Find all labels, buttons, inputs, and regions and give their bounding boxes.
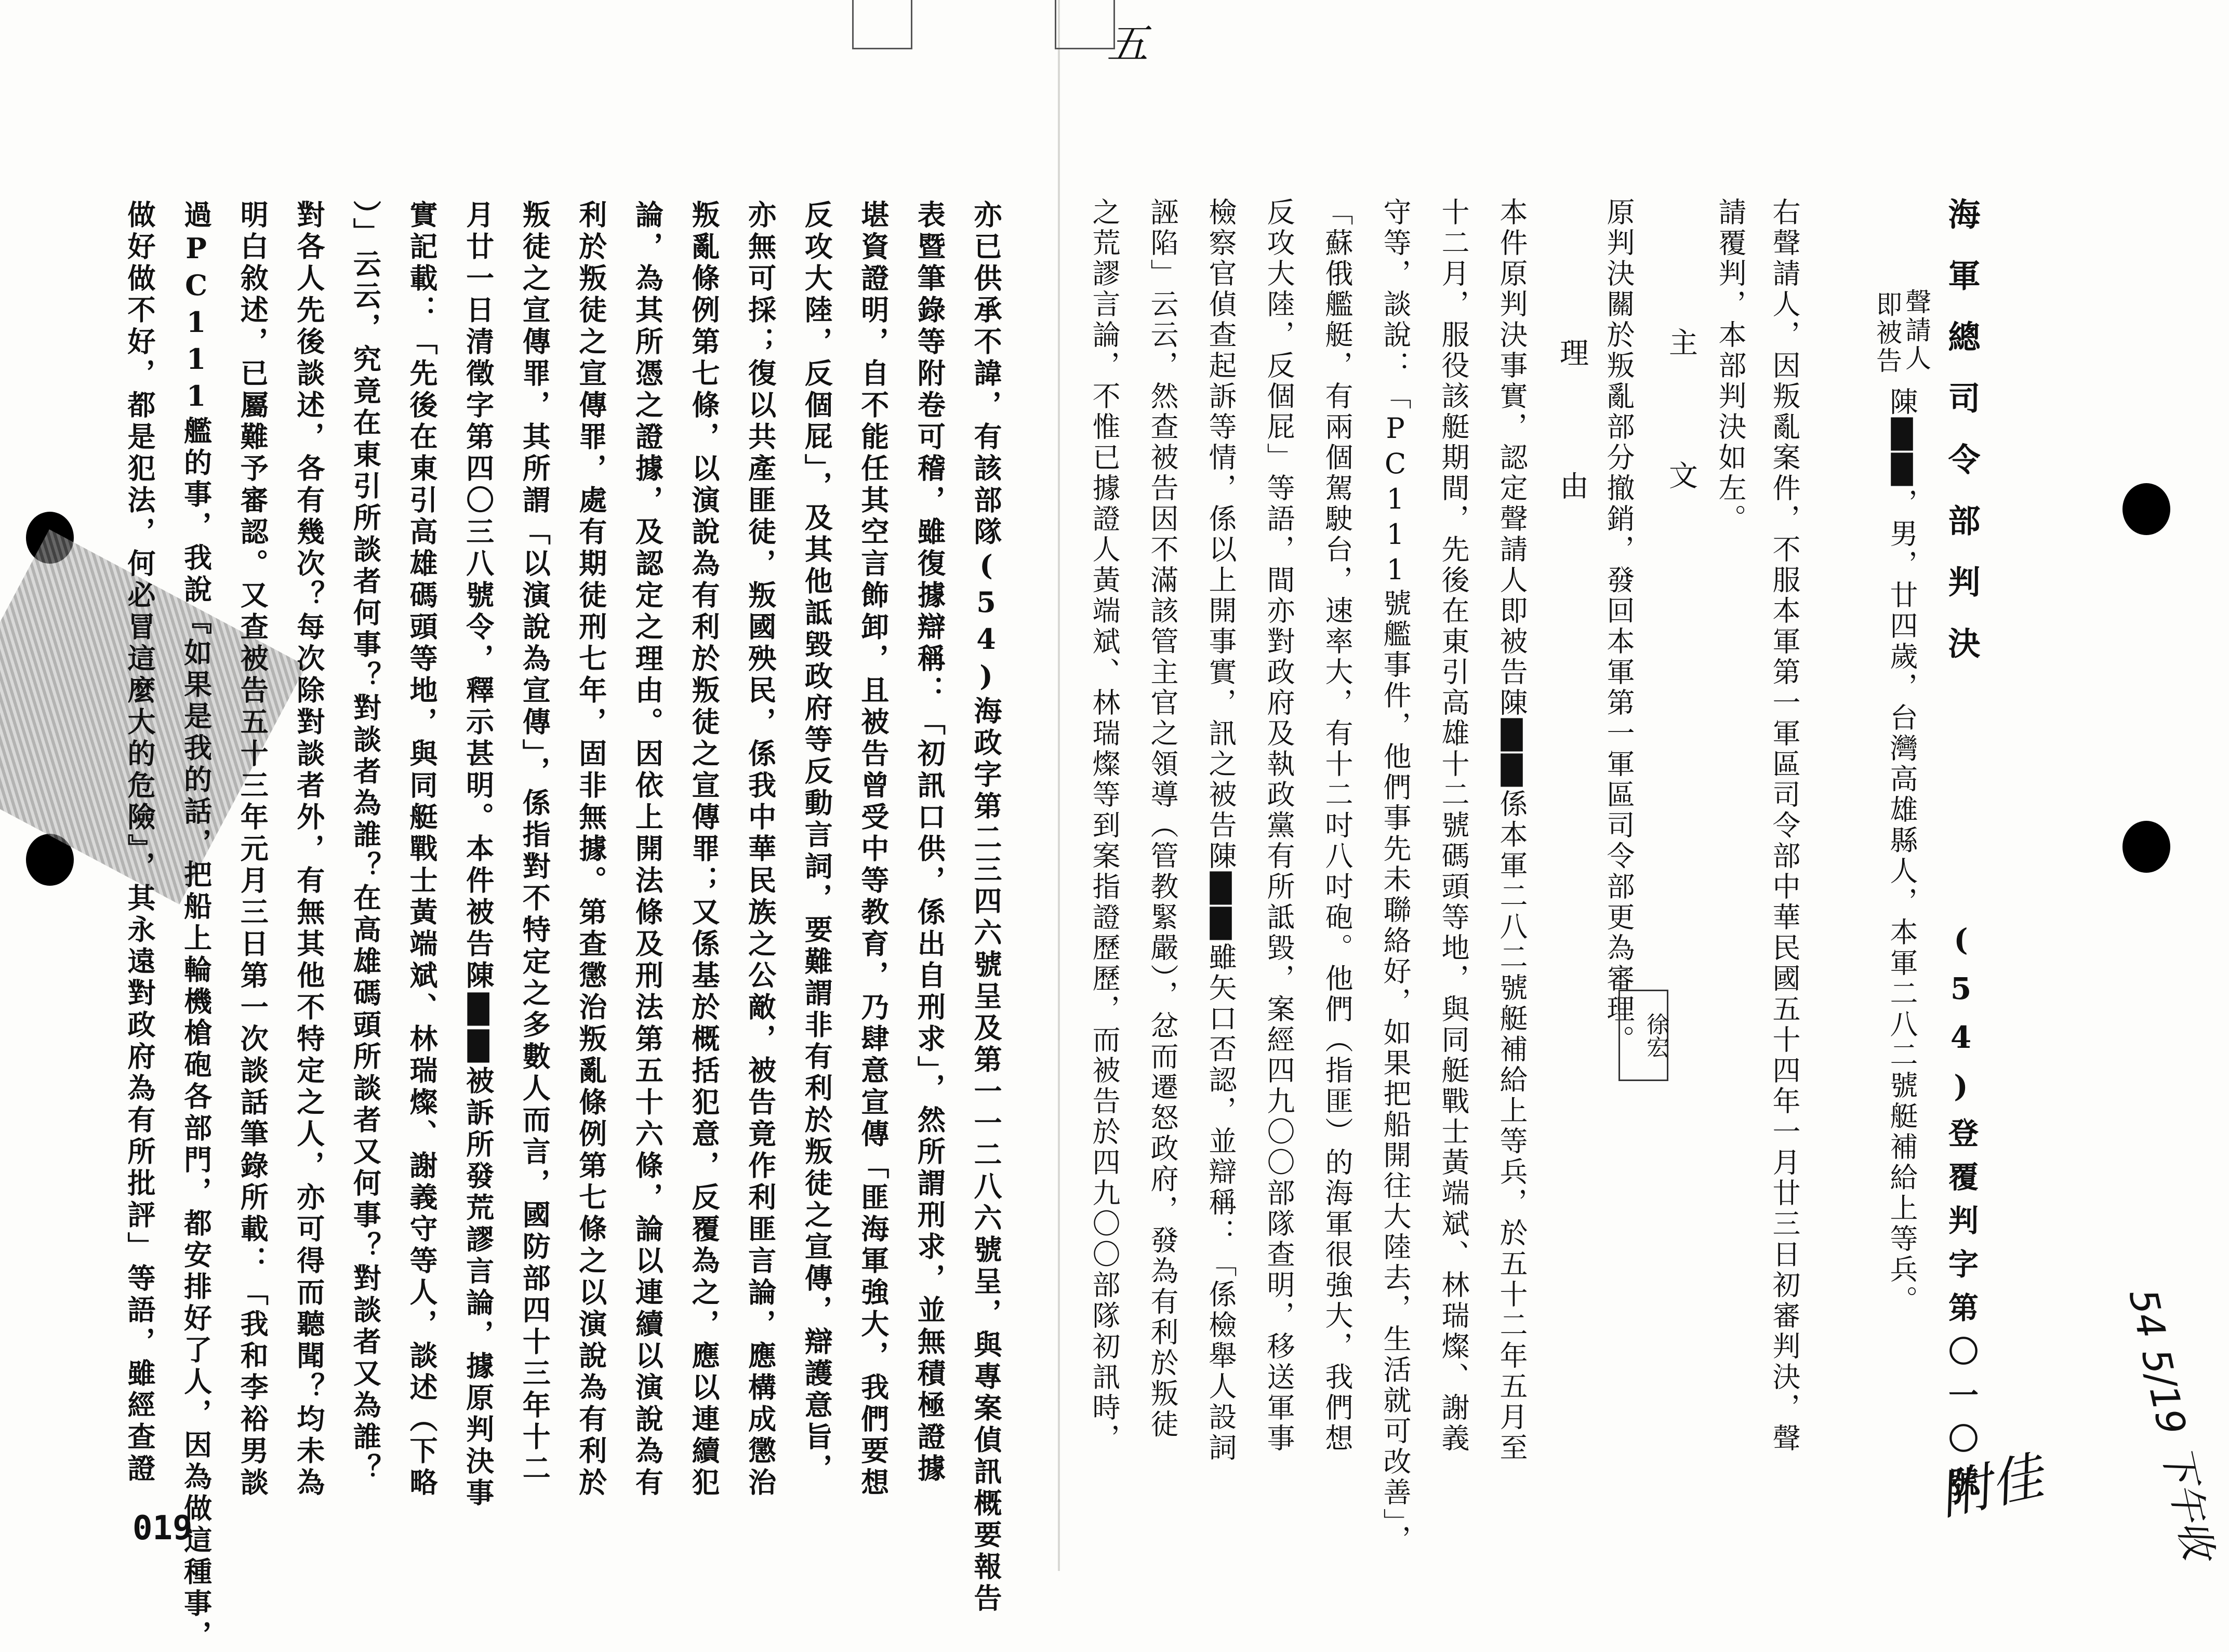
text-column: 做好做不好，都是犯法，何必冒這麼大的危險』，其永遠對政府為有所批評」等語，雖經查證 [123, 200, 156, 1485]
text-column: 對各人先後談述，各有幾次？每次除對談者外，有無其他不特定之人，亦可得而聽聞？均未為 [292, 200, 326, 1499]
punch-hole-icon [2122, 821, 2170, 873]
text-column: ）」云云，究竟在東引所談者何事？對談者為誰？在高雄碼頭所談者又何事？對談者又為誰？ [349, 200, 382, 1485]
handwritten-signature: 附佳 [1933, 1445, 2048, 1527]
seal-stamp: 徐宏 [1618, 990, 1668, 1081]
text-column: 守等，談說：「PC111號艦事件，他們事先未聯絡好，如果把船開往大陸去，生活就可改善」， [1379, 197, 1412, 1555]
party-label-petitioner: 聲請人 [1901, 288, 1931, 372]
text-column: 亦已供承不諱，有該部隊(54)海政字第二三四六號呈及第一一二八六號呈，與專案偵訊概要報告 [970, 200, 1003, 1615]
handwritten-received-note: 54 5/19 下午收 [2120, 1285, 2221, 1564]
text-column: 實記載：「先後在東引高雄碼頭等地，與同艇戰士黃端斌、林瑞燦、謝義守等人，談述（下略 [405, 200, 439, 1499]
page-fold-divider [1058, 0, 1060, 1571]
case-number: (54)登覆判字第〇一〇號 [1943, 922, 1979, 1510]
text-column: 利於叛徒之宣傳罪，處有期徒刑七年，固非無據。第查懲治叛亂條例第七條之以演說為有利於 [574, 200, 608, 1499]
margin-box-right [1055, 0, 1115, 49]
party-details: 陳██，男，廿四歲，台灣高雄縣人，本軍二八二號艇補給上等兵。 [1886, 387, 1918, 1316]
heading-main-text: 主文 [1664, 327, 1698, 593]
text-column: 誣陷」云云，然查被告因不滿該管主官之領導（管教緊嚴），忿而遷怒政府，發為有利於叛徒 [1146, 197, 1179, 1440]
text-column: 亦無可採；復以共產匪徒，叛國殃民，係我中華民族之公敵，被告竟作利匪言論，應構成懲治 [744, 200, 777, 1499]
punch-hole-icon [2122, 483, 2170, 535]
text-column: 之荒謬言論，不惟已據證人黃端斌、林瑞燦等到案指證歷歷，而被告於四九〇〇部隊初訊時， [1088, 197, 1121, 1454]
text-column: 請覆判，本部判決如左。 [1714, 197, 1747, 535]
text-column: 表暨筆錄等附卷可稽，雖復據辯稱：「初訊口供，係出自刑求」，然所謂刑求，並無積極證據 [913, 200, 947, 1485]
text-column: 過PC111艦的事，我說『如果是我的話，把船上輪機槍砲各部門，都安排好了人，因為做這種事， [179, 200, 213, 1652]
text-column: 堪資證明，自不能任其空言飾卸，且被告曾受中等教育，乃肆意宣傳「匪海軍強大，我們要想 [856, 200, 890, 1499]
margin-box-left [852, 0, 912, 49]
text-column: 反攻大陸，反個屁」，及其他詆毀政府等反動言詞，要難謂非有利於叛徒之宣傳，辯護意旨， [800, 200, 834, 1485]
heading-reasons: 理由 [1555, 338, 1589, 604]
handwritten-page-mark: 五 [1107, 20, 1148, 68]
text-column: 十二月，服役該艇期間，先後在東引高雄十二號碼頭等地，與同艇戰士黃端斌、林瑞燦、謝義 [1437, 197, 1470, 1454]
document-title: 海軍總司令部判決 [1943, 197, 1981, 688]
text-column: 明白敘述，已屬難予審認。又查被告五十三年元月三日第一次談話筆錄所載：「我和李裕男談 [236, 200, 270, 1499]
text-column: 叛亂條例第七條，以演說為有利於叛徒之宣傳罪；又係基於概括犯意，反覆為之，應以連續犯 [687, 200, 721, 1499]
text-column: 月廿一日清徵字第四〇三八號令，釋示甚明。本件被告陳██被訴所發荒謬言論，據原判決事 [461, 200, 495, 1510]
text-column: 本件原判決事實，認定聲請人即被告陳██係本軍二八二號艇補給上等兵，於五十二年五月至 [1495, 197, 1528, 1463]
text-column: 檢察官偵查起訴等情，係以上開事實，訊之被告陳██雖矢口否認，並辯稱：「係檢舉人設詞 [1204, 197, 1237, 1463]
text-column: 「蘇俄艦艇，有兩個駕駛台，速率大，有十二吋八吋砲。他們（指匪）的海軍很強大，我們想 [1321, 197, 1354, 1454]
page-number: 019 [132, 1509, 193, 1548]
text-column: 原判決關於叛亂部分撤銷，發回本軍第一軍區司令部更為審理。 [1602, 197, 1635, 1056]
text-column: 右聲請人，因叛亂案件，不服本軍第一軍區司令部中華民國五十四年一月廿三日初審判決，聲 [1768, 197, 1801, 1454]
text-column: 反攻大陸，反個屁」等語，間亦對政府及執政黨有所詆毀，案經四九〇〇部隊查明，移送軍事 [1263, 197, 1295, 1454]
party-label-defendant: 即被告 [1872, 291, 1902, 375]
text-column: 論，為其所憑之證據，及認定之理由。因依上開法條及刑法第五十六條，論以連續以演說為有 [631, 200, 665, 1499]
text-column: 叛徒之宣傳罪，其所謂「以演說為宣傳」，係指對不特定之多數人而言，國防部四十三年十二 [518, 200, 552, 1485]
